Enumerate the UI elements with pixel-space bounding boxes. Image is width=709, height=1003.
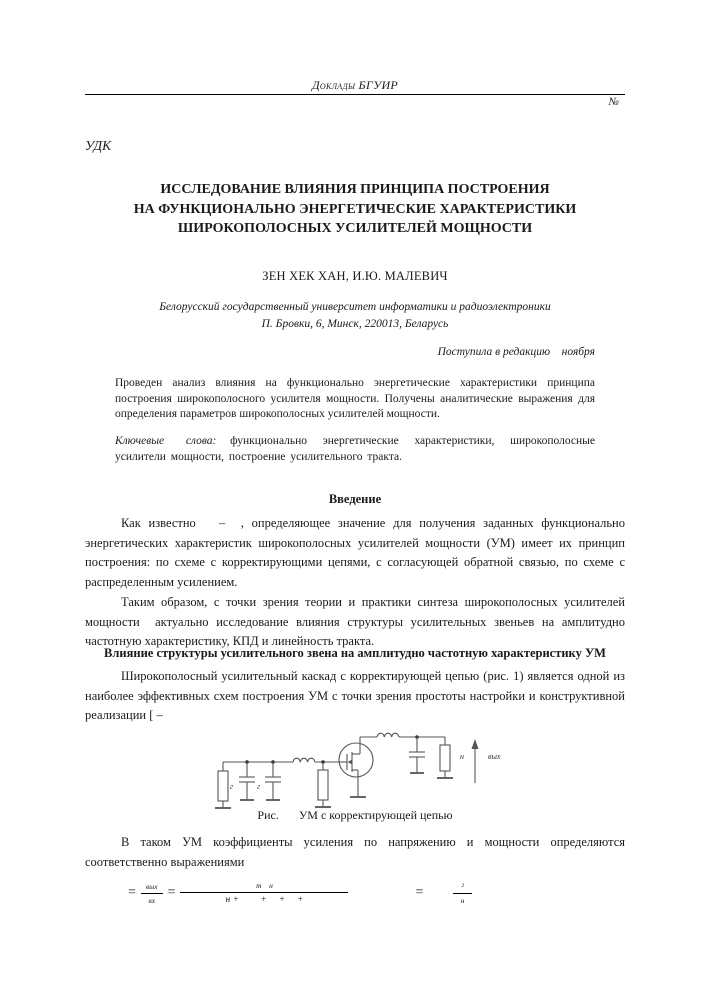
gain-formula [128,881,477,905]
load-label: н [460,752,464,761]
introduction-paragraph-2: Таким образом, с точки зрения теории и практики синтеза широкополосных усилителей мощности актуально исследование влияния структуры усилительных звеньев на амплитудно частотную характеристику, КПД и линейность тракта. [85,595,625,649]
section-influence-paragraph-1: Широкополосный усилительный каскад с корректирующей цепью (рис. 1) является одной из наиболее эффективных схем построения УМ с точки зрения простоты настройки и конструктивной реализации [ – [85,669,625,723]
keywords-label: Ключевые слова: [115,435,217,447]
received-date-line: Поступила в редакцию ноября [437,346,595,358]
mosfet-transistor-icon [339,737,373,797]
equals-sign: = [128,885,136,900]
inductor-icon [293,758,315,762]
title-line-3: ШИРОКОПОЛОСНЫХ УСИЛИТЕЛЕЙ МОЩНОСТИ [177,221,533,236]
title-line-2: НА ФУНКЦИОНАЛЬНО ЭНЕРГЕТИЧЕСКИЕ ХАРАКТЕРИСТИКИ [133,201,577,217]
equals-sign: = [415,885,424,900]
abstract-paragraph: Проведен анализ влияния на функционально энергетические характеристики принципа построения широкополосного усилителя мощности. Получены аналитические выражения для определения параметров широкополосных усилителей мощности. [115,377,595,420]
running-header [85,78,625,108]
figure-caption-label: Рис. [257,808,279,822]
section-influence-heading: Влияние структуры усилительного звена на амплитудно частотную характеристику УМ [104,646,606,660]
keywords-text: функционально энергетические характеристики, широкополосные усилители мощности, построение усилительного тракта. [115,435,596,463]
article-title [85,180,625,239]
affiliation-block [85,299,625,333]
header-rule [85,94,625,95]
affiliation-line-1: Белорусский государственный университет информатики и радиоэлектроники [159,301,551,313]
input-correction-network [215,758,339,808]
udc-label: УДК [85,138,112,153]
introduction-heading: Введение [328,492,382,506]
equals-sign: = [167,885,176,900]
journal-name: Доклады БГУИР [311,78,399,92]
figure-caption-text: УМ с корректирующей цепью [298,808,453,822]
introduction-paragraph-1: Как известно – , определяющее значение для получения заданных функционально энергетических характеристик широкополосных усилителей мощности (УМ) имеет их принцип построения: по схеме с корректирующими цепями, с согласующей обратной связью, по схеме с распределенным усилением. [85,516,625,590]
title-line-1: ИССЛЕДОВАНИЕ ВЛИЯНИЯ ПРИНЦИПА ПОСТРОЕНИЯ [160,182,550,197]
capacitor1-label: г [230,782,234,791]
figure-caption [85,808,625,823]
authors-line: ЗЕН ХЕК ХАН, И.Ю. МАЛЕВИЧ [262,269,448,283]
gain-expression-fraction: $\frac{\text{m н}}{н + + + +}$ [180,881,348,905]
section-influence-paragraph-2: В таком УМ коэффициенты усиления по напряжению и мощности определяются соответственно выражениями [85,835,625,869]
voltage-ratio-fraction: $\frac{\text{вых}}{вх}$ [141,882,163,905]
output-network [360,733,501,783]
circuit-diagram-figure [180,715,580,815]
affiliation-line-2: П. Бровки, 6, Минск, 220013, Беларусь [261,318,449,330]
keywords-paragraph [115,434,595,465]
output-label: вых [488,752,501,761]
inductor-icon [377,733,399,737]
issue-number-label: № [608,96,619,108]
power-gain-fraction: $\frac{\text{²}}{н}$ [453,882,471,905]
capacitor2-label: г [257,782,261,791]
